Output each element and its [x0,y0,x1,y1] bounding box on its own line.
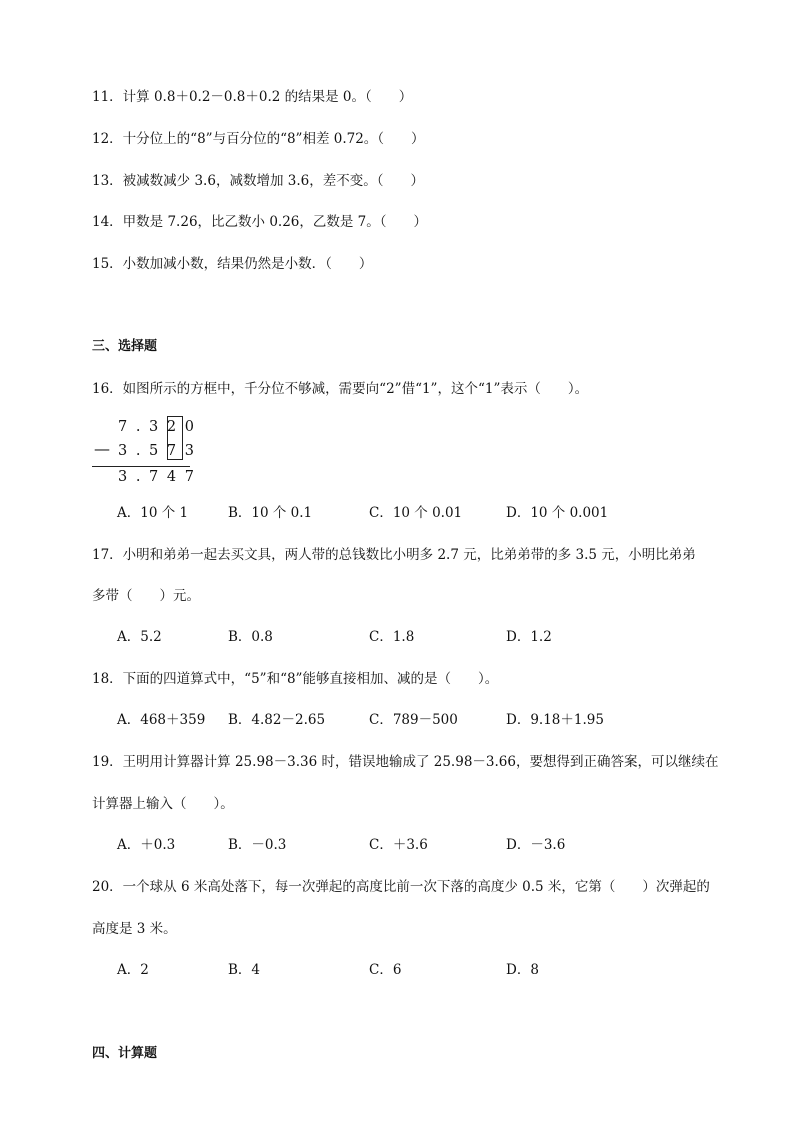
question-19-line1: 19．王明用计算器计算 25.98－3.36 时，错误地输成了 25.98－3.66，要想得到正确答案，可以继续在 [92,754,719,770]
question-12: 12．十分位上的“8”与百分位的“8”相差 0.72。（ ） [92,131,425,147]
q20-option-d[interactable]: D．8 [506,962,539,978]
q19-option-c[interactable]: C．＋3.6 [369,837,428,853]
question-11: 11．计算 0.8＋0.2－0.8＋0.2 的结果是 0。（ ） [92,89,413,105]
q16-options [117,504,717,522]
q16-option-a[interactable]: A．10 个 1 [117,505,189,521]
question-20-line2: 高度是 3 米。 [92,921,177,937]
q18-option-b[interactable]: B．4.82－2.65 [228,712,326,728]
q16-option-d[interactable]: D．10 个 0.001 [506,505,609,521]
question-14: 14．甲数是 7.26，比乙数小 0.26，乙数是 7。（ ） [92,214,428,230]
minuend-row: 7 . 3 2 0 [118,419,196,435]
question-16: 16．如图所示的方框中，千分位不够减，需要向“2”借“1”，这个“1”表示（ ）。 [92,381,589,397]
subtrahend-row: 3 . 5 7 3 [118,443,196,459]
q20-option-a[interactable]: A．2 [117,962,149,978]
q20-option-c[interactable]: C．6 [369,962,402,978]
q17-options [117,628,717,646]
q19-option-b[interactable]: B．－0.3 [228,837,287,853]
q18-option-a[interactable]: A．468＋359 [117,712,206,728]
difference-row: 3 . 7 4 7 [118,469,196,485]
question-19-line2: 计算器上输入（ ）。 [92,796,234,812]
question-20-line1: 20．一个球从 6 米高处落下，每一次弹起的高度比前一次下落的高度少 0.5 米，它第（ ）次弹起的 [92,879,710,895]
thousandths-box [167,416,183,460]
vertical-subtraction [92,412,202,492]
q20-options [117,961,717,979]
q19-option-a[interactable]: A．＋0.3 [117,837,176,853]
question-18: 18．下面的四道算式中，“5”和“8”能够直接相加、减的是（ ）。 [92,671,499,687]
question-17-line1: 17．小明和弟弟一起去买文具，两人带的总钱数比小明多 2.7 元，比弟弟带的多 3.5 元，小明比弟弟 [92,547,696,563]
q17-option-a[interactable]: A．5.2 [117,629,162,645]
q20-option-b[interactable]: B．4 [228,962,261,978]
q17-option-b[interactable]: B．0.8 [228,629,273,645]
q17-option-c[interactable]: C．1.8 [369,629,415,645]
question-15: 15．小数加减小数，结果仍然是小数．（ ） [92,256,373,272]
q18-option-c[interactable]: C．789－500 [369,712,458,728]
section-heading-choice: 三、选择题 [92,339,158,354]
q18-option-d[interactable]: D．9.18＋1.95 [506,712,604,728]
question-13: 13．被减数减少 3.6，减数增加 3.6，差不变。（ ） [92,173,424,189]
section-heading-calculation: 四、计算题 [92,1046,158,1061]
q18-options [117,711,717,729]
question-17-line2: 多带（ ）元。 [92,588,200,604]
q16-option-b[interactable]: B．10 个 0.1 [228,505,313,521]
minus-sign: — [94,439,110,458]
q19-option-d[interactable]: D．－3.6 [506,837,566,853]
result-line [92,466,190,467]
q16-option-c[interactable]: C．10 个 0.01 [369,505,463,521]
q19-options [117,836,717,854]
q17-option-d[interactable]: D．1.2 [506,629,552,645]
